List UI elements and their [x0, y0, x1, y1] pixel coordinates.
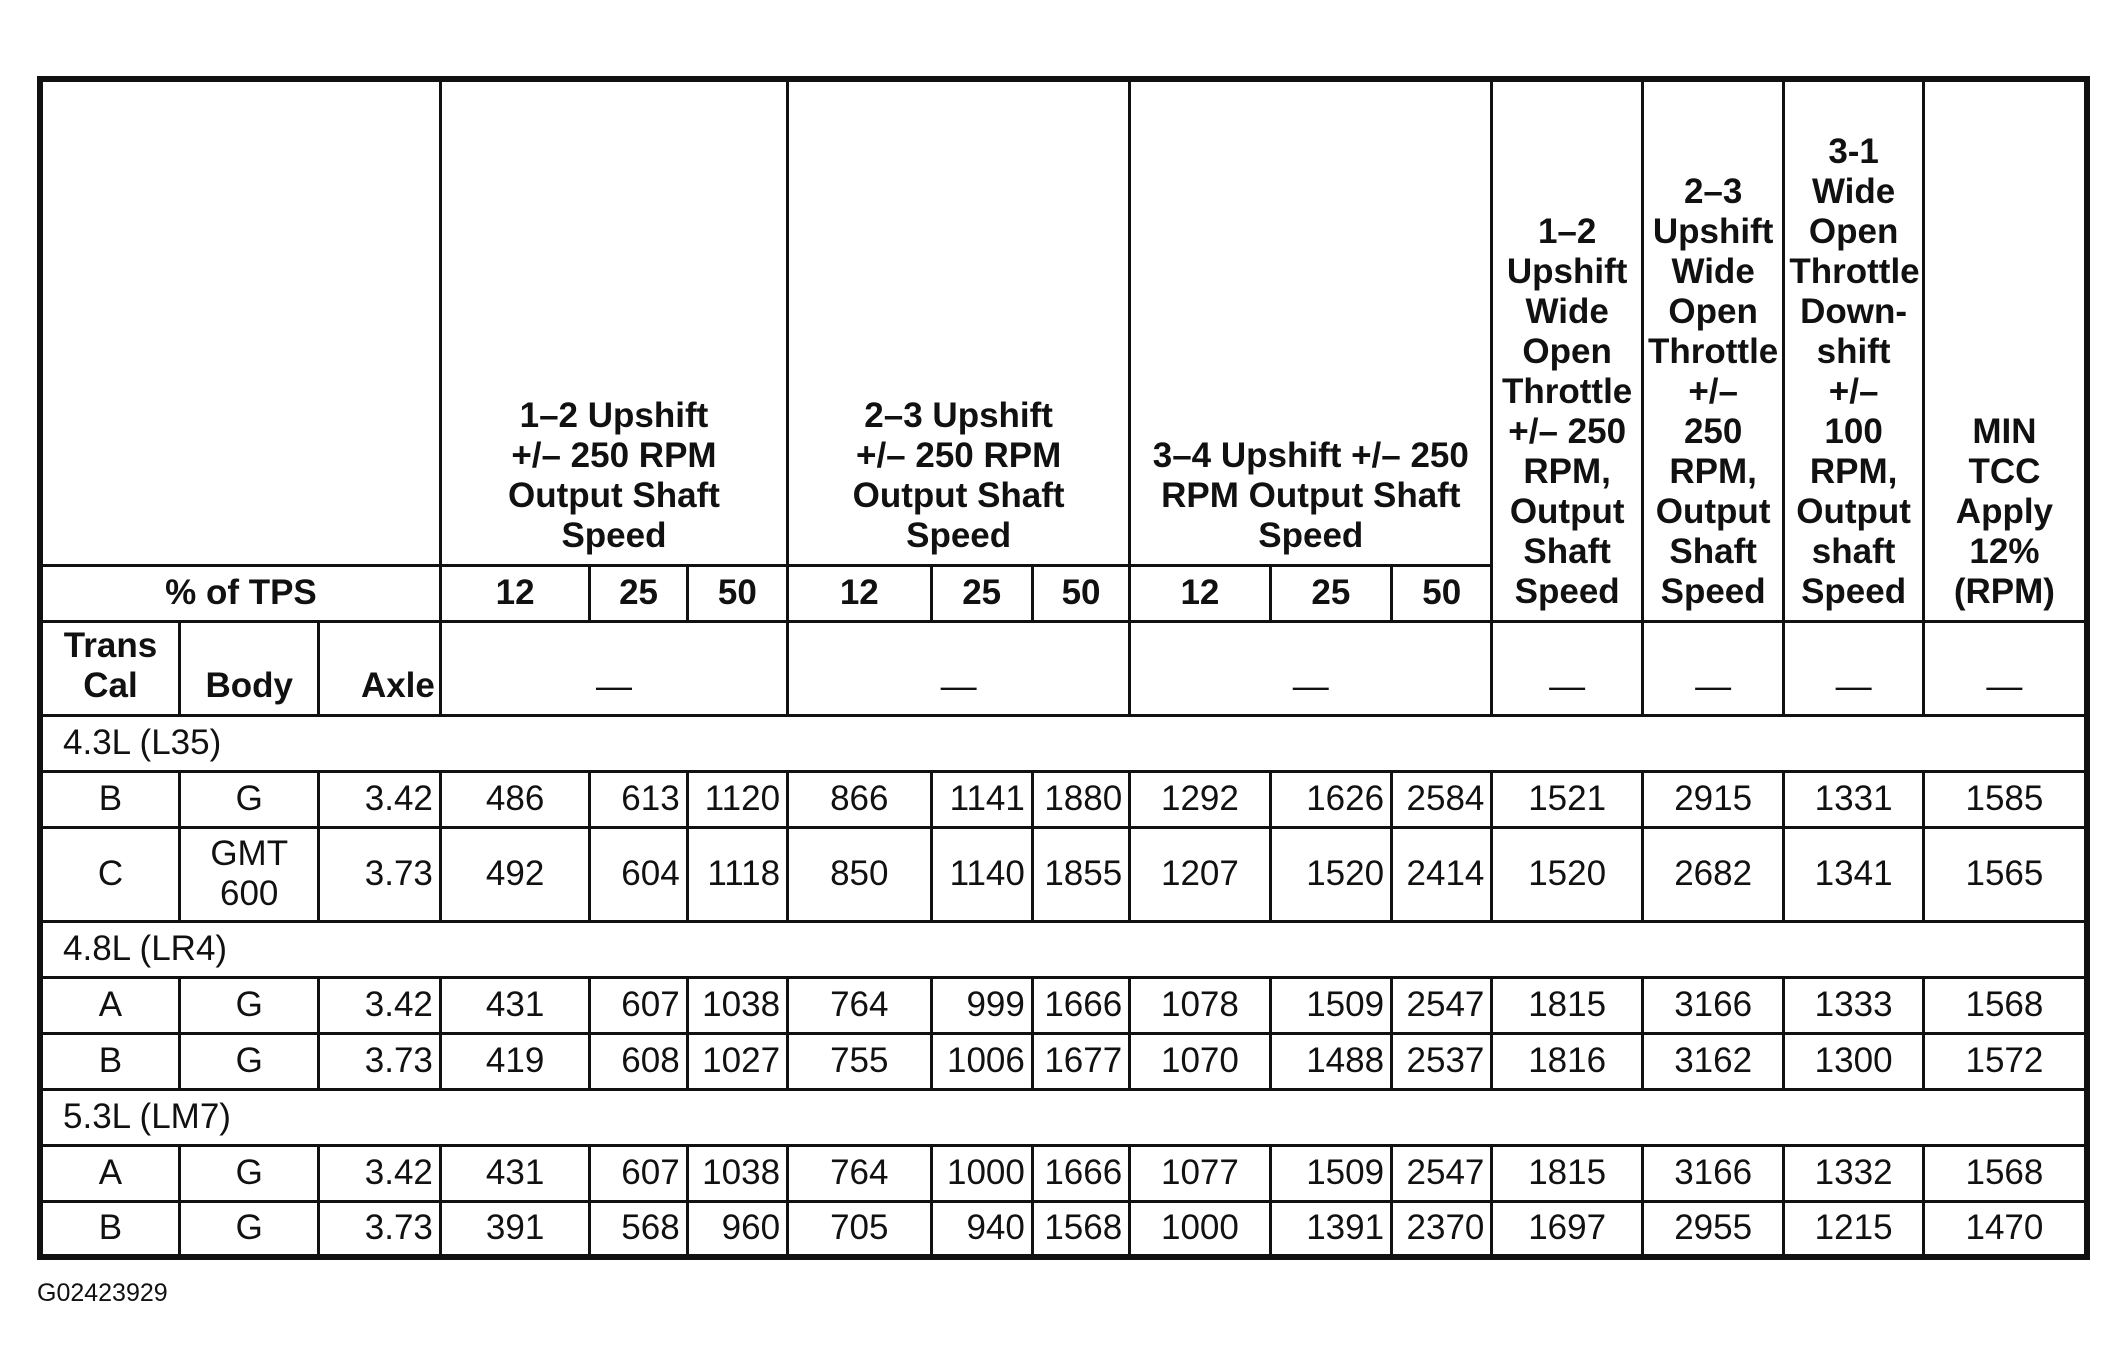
shift-3-4-cell: 2547: [1392, 977, 1492, 1033]
engine-row: [40, 1089, 2087, 1145]
shift-2-3-cell: 1568: [1032, 1201, 1129, 1257]
shift-3-4-cell: 1509: [1270, 1145, 1391, 1201]
wot-3-1-cell: 1333: [1784, 977, 1923, 1033]
engine-label: 4.8L (LR4): [40, 921, 2087, 977]
wot-2-3-cell: 3166: [1642, 1145, 1783, 1201]
shift-1-2-cell: 1038: [687, 1145, 787, 1201]
wot-3-1-cell: 1331: [1784, 771, 1923, 827]
trans-cal-cell: A: [40, 1145, 179, 1201]
wot-2-3-cell: 2682: [1642, 827, 1783, 921]
tps-value: 50: [687, 565, 787, 621]
trans-cal-cell: B: [40, 1201, 179, 1257]
shift-2-3-cell: 1677: [1032, 1033, 1129, 1089]
wot-3-1-cell: 1215: [1784, 1201, 1923, 1257]
shift-1-2-cell: 960: [687, 1201, 787, 1257]
shift-2-3-cell: 1855: [1032, 827, 1129, 921]
wot-1-2-cell: 1697: [1492, 1201, 1643, 1257]
trans-cal-cell: A: [40, 977, 179, 1033]
shift-3-4-cell: 2370: [1392, 1201, 1492, 1257]
wot-1-2-cell: 1520: [1492, 827, 1643, 921]
axle-cell: 3.73: [319, 1033, 440, 1089]
tps-value: 25: [931, 565, 1032, 621]
tps-value: 25: [590, 565, 687, 621]
axle-cell: 3.42: [319, 771, 440, 827]
shift-1-2-cell: 391: [440, 1201, 590, 1257]
wot-2-3-cell: 3166: [1642, 977, 1783, 1033]
wot-1-2-cell: 1816: [1492, 1033, 1643, 1089]
table-row: [40, 977, 2087, 1033]
body-header: Body: [179, 621, 318, 715]
tps-value: 12: [440, 565, 590, 621]
figure-id: G02423929: [37, 1279, 168, 1307]
shift-2-3-cell: 1666: [1032, 1145, 1129, 1201]
shift-1-2-cell: 431: [440, 1145, 590, 1201]
dash-cell: —: [788, 621, 1130, 715]
shift-3-4-cell: 1207: [1130, 827, 1270, 921]
body-cell: G: [179, 771, 318, 827]
column-header-row: [40, 79, 2087, 565]
header-3-1-wot-downshift: 3-1 Wide Open Throttle Down- shift +/– 100 RPM, Output shaft Speed: [1784, 79, 1923, 621]
shift-1-2-cell: 613: [590, 771, 687, 827]
wot-1-2-cell: 1815: [1492, 977, 1643, 1033]
engine-label: 4.3L (L35): [40, 715, 2087, 771]
shift-3-4-cell: 1626: [1270, 771, 1391, 827]
shift-2-3-cell: 1000: [931, 1145, 1032, 1201]
shift-2-3-cell: 850: [788, 827, 931, 921]
dash-cell: —: [1784, 621, 1923, 715]
shift-3-4-cell: 2414: [1392, 827, 1492, 921]
shift-3-4-cell: 1292: [1130, 771, 1270, 827]
wot-2-3-cell: 3162: [1642, 1033, 1783, 1089]
shift-1-2-cell: 607: [590, 1145, 687, 1201]
shift-2-3-cell: 705: [788, 1201, 931, 1257]
table-row: [40, 827, 2087, 921]
header-1-2-wot-upshift: 1–2 Upshift Wide Open Throttle +/– 250 RPM, Output Shaft Speed: [1492, 79, 1643, 621]
dash-cell: —: [1492, 621, 1643, 715]
shift-3-4-cell: 1000: [1130, 1201, 1270, 1257]
table-row: [40, 1145, 2087, 1201]
trans-cal-cell: C: [40, 827, 179, 921]
shift-2-3-cell: 755: [788, 1033, 931, 1089]
table-row: [40, 1201, 2087, 1257]
shift-3-4-cell: 1488: [1270, 1033, 1391, 1089]
axle-cell: 3.42: [319, 1145, 440, 1201]
min-tcc-cell: 1568: [1923, 1145, 2087, 1201]
shift-2-3-cell: 999: [931, 977, 1032, 1033]
axle-cell: 3.42: [319, 977, 440, 1033]
axle-cell: 3.73: [319, 1201, 440, 1257]
shift-3-4-cell: 1077: [1130, 1145, 1270, 1201]
tps-value: 25: [1270, 565, 1391, 621]
dash-cell: —: [440, 621, 787, 715]
axle-cell: 3.73: [319, 827, 440, 921]
shift-3-4-cell: 1078: [1130, 977, 1270, 1033]
header-1-2-upshift: 1–2 Upshift +/– 250 RPM Output Shaft Speed: [440, 79, 787, 565]
shift-1-2-cell: 431: [440, 977, 590, 1033]
shift-2-3-cell: 1880: [1032, 771, 1129, 827]
shift-2-3-cell: 1666: [1032, 977, 1129, 1033]
shift-2-3-cell: 1006: [931, 1033, 1032, 1089]
trans-cal-header: Trans Cal: [40, 621, 179, 715]
shift-2-3-cell: 764: [788, 977, 931, 1033]
shift-1-2-cell: 486: [440, 771, 590, 827]
header-min-tcc-apply: MIN TCC Apply 12% (RPM): [1923, 79, 2087, 621]
wot-3-1-cell: 1300: [1784, 1033, 1923, 1089]
tps-value: 50: [1392, 565, 1492, 621]
shift-3-4-cell: 2584: [1392, 771, 1492, 827]
shift-1-2-cell: 604: [590, 827, 687, 921]
header-2-3-upshift: 2–3 Upshift +/– 250 RPM Output Shaft Speed: [788, 79, 1130, 565]
min-tcc-cell: 1585: [1923, 771, 2087, 827]
shift-3-4-cell: 2547: [1392, 1145, 1492, 1201]
engine-label: 5.3L (LM7): [40, 1089, 2087, 1145]
wot-2-3-cell: 2915: [1642, 771, 1783, 827]
table-row: [40, 1033, 2087, 1089]
wot-3-1-cell: 1341: [1784, 827, 1923, 921]
shift-3-4-cell: 1391: [1270, 1201, 1391, 1257]
shift-1-2-cell: 492: [440, 827, 590, 921]
shift-speed-table: [37, 76, 2090, 1260]
min-tcc-cell: 1470: [1923, 1201, 2087, 1257]
wot-2-3-cell: 2955: [1642, 1201, 1783, 1257]
dash-cell: —: [1923, 621, 2087, 715]
dash-cell: —: [1642, 621, 1783, 715]
shift-2-3-cell: 764: [788, 1145, 931, 1201]
body-cell: G: [179, 977, 318, 1033]
tps-value: 50: [1032, 565, 1129, 621]
trans-cal-cell: B: [40, 1033, 179, 1089]
dash-cell: —: [1130, 621, 1492, 715]
header-blank-cell: [40, 79, 440, 565]
axle-header: Axle: [319, 621, 440, 715]
shift-1-2-cell: 1027: [687, 1033, 787, 1089]
shift-3-4-cell: 1070: [1130, 1033, 1270, 1089]
body-cell: G: [179, 1145, 318, 1201]
shift-2-3-cell: 1140: [931, 827, 1032, 921]
shift-2-3-cell: 866: [788, 771, 931, 827]
shift-1-2-cell: 419: [440, 1033, 590, 1089]
tps-label: % of TPS: [40, 565, 440, 621]
shift-1-2-cell: 1038: [687, 977, 787, 1033]
shift-1-2-cell: 1118: [687, 827, 787, 921]
shift-1-2-cell: 608: [590, 1033, 687, 1089]
shift-2-3-cell: 1141: [931, 771, 1032, 827]
shift-3-4-cell: 1520: [1270, 827, 1391, 921]
shift-1-2-cell: 568: [590, 1201, 687, 1257]
header-2-3-wot-upshift: 2–3 Upshift Wide Open Throttle +/– 250 RPM, Output Shaft Speed: [1642, 79, 1783, 621]
wot-1-2-cell: 1521: [1492, 771, 1643, 827]
wot-1-2-cell: 1815: [1492, 1145, 1643, 1201]
body-cell: G: [179, 1033, 318, 1089]
table-row: [40, 771, 2087, 827]
engine-row: [40, 715, 2087, 771]
min-tcc-cell: 1568: [1923, 977, 2087, 1033]
shift-3-4-cell: 1509: [1270, 977, 1391, 1033]
header-3-4-upshift: 3–4 Upshift +/– 250 RPM Output Shaft Speed: [1130, 79, 1492, 565]
min-tcc-cell: 1565: [1923, 827, 2087, 921]
body-cell: G: [179, 1201, 318, 1257]
min-tcc-cell: 1572: [1923, 1033, 2087, 1089]
sub-header-row: [40, 621, 2087, 715]
shift-2-3-cell: 940: [931, 1201, 1032, 1257]
shift-1-2-cell: 1120: [687, 771, 787, 827]
shift-1-2-cell: 607: [590, 977, 687, 1033]
trans-cal-cell: B: [40, 771, 179, 827]
wot-3-1-cell: 1332: [1784, 1145, 1923, 1201]
engine-row: [40, 921, 2087, 977]
body-cell: GMT 600: [179, 827, 318, 921]
shift-3-4-cell: 2537: [1392, 1033, 1492, 1089]
tps-value: 12: [788, 565, 931, 621]
tps-value: 12: [1130, 565, 1270, 621]
